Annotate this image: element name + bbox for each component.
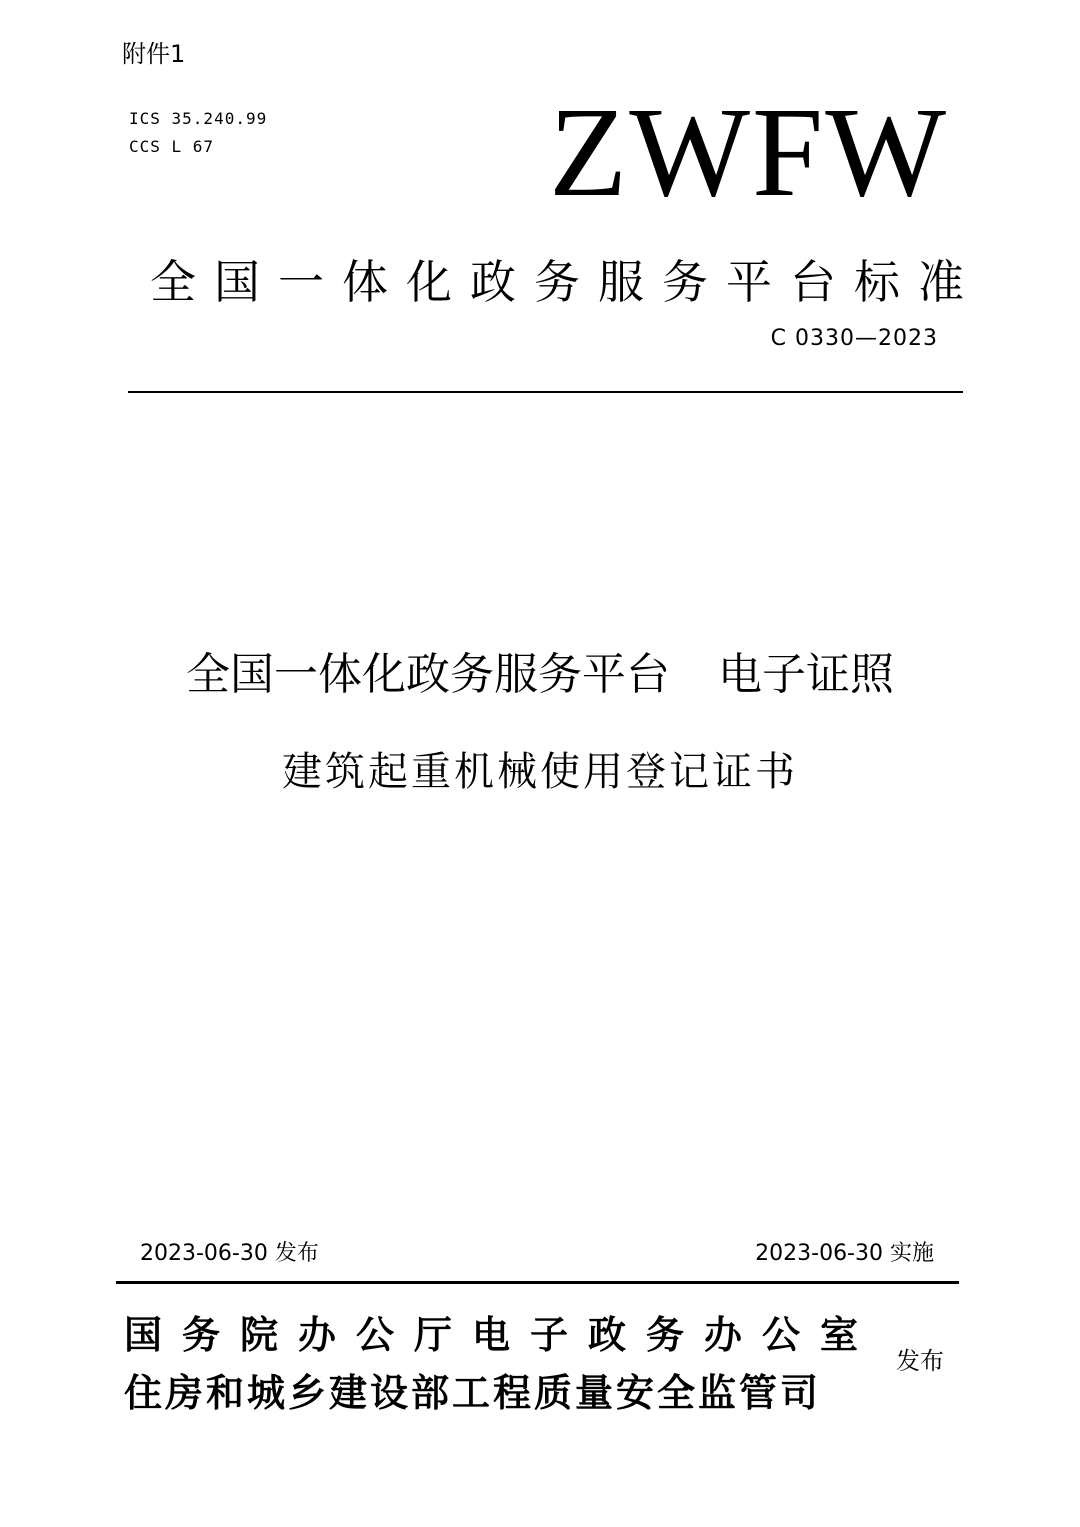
zwfw-logo: ZWFW	[549, 81, 948, 223]
document-title-part1: 全国一体化政务服务平台	[186, 649, 670, 700]
top-divider	[128, 391, 963, 393]
issuer-line-2: 住房和城乡建设部工程质量安全监管司	[124, 1371, 822, 1415]
bottom-divider	[116, 1281, 959, 1284]
publish-date: 2023-06-30 发布	[140, 1241, 319, 1266]
ics-code: ICS 35.240.99	[129, 109, 268, 128]
issue-word: 发布	[896, 1347, 944, 1375]
standard-number: C 0330—2023	[770, 326, 938, 351]
attachment-label: 附件1	[122, 40, 186, 68]
ccs-code: CCS L 67	[129, 137, 215, 156]
document-subtitle: 建筑起重机械使用登记证书	[282, 749, 798, 795]
document-title	[0, 638, 1080, 702]
standard-title: 全国一体化政务服务平台标准	[150, 255, 982, 309]
issuer-line-1: 国务院办公厅电子政务办公室	[124, 1313, 879, 1357]
implement-date: 2023-06-30 实施	[755, 1241, 934, 1266]
document-title-part2: 电子证照	[718, 649, 894, 700]
